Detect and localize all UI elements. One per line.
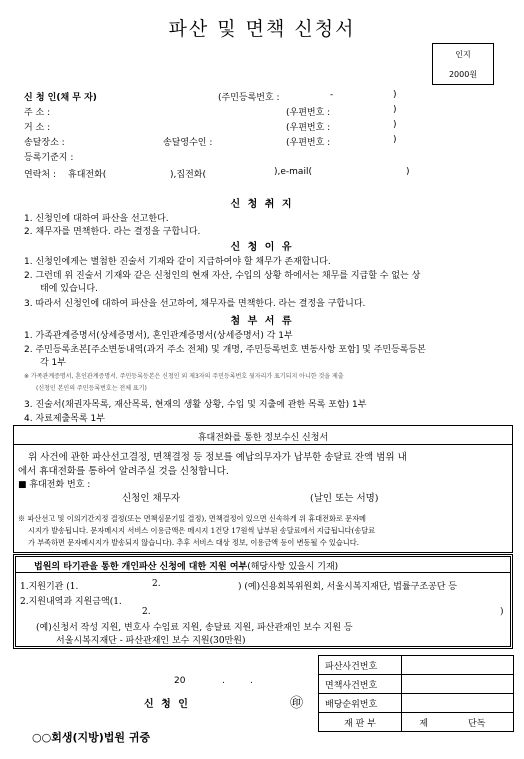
attachments-note-1: ※ 가족관계증명서, 혼인관계증명서, 주민등록등본은 신청인 외 제3자의 주민등록번호 뒷자리가 표기되지 아니한 것을 제출: [24, 373, 344, 380]
mobile-notice-line-2: 에서 휴대전화를 통하여 알려주실 것을 신청합니다.: [18, 466, 229, 477]
reasons-item-2-cont: 태에 있습니다.: [40, 284, 98, 294]
document-title: 파산 및 면책 신청서: [168, 18, 356, 40]
mobile-notice-note-2: 시지가 발송됩니다. 문자메시지 서비스 이용금액은 메시지 1건당 17원씩 납부된 송달료에서 지급됩니다(송달료: [28, 526, 376, 535]
seal-icon: ㊞: [290, 696, 304, 711]
delivery-recipient-label: 송달영수인 :: [163, 138, 213, 148]
court-addressee: ○○회생(지방)법원 귀중: [32, 731, 151, 744]
attachments-note-2: (신청인 본인의 주민등록번호는 전체 표기): [36, 385, 147, 392]
idnum-label: (주민등록번호 :: [218, 93, 280, 103]
contact-close: ): [406, 167, 410, 177]
footer-applicant-label: 신 청 인: [144, 699, 190, 710]
home-phone-label: ),집전화(: [170, 170, 206, 180]
table-row: [319, 656, 514, 675]
support-divider: [16, 572, 510, 573]
attachments-item-4: 4. 자료제출목록 1부: [24, 414, 105, 424]
mobile-notice-title: 휴대전화를 통한 정보수신 신청서: [197, 433, 329, 443]
residence-postal-label: (우편번호 :: [286, 123, 331, 133]
case-number-table: [318, 655, 514, 732]
case-row-label: 배당순위번호: [319, 694, 402, 713]
panel-blank: [434, 713, 462, 732]
idnum-close: ): [393, 90, 397, 100]
delivery-postal-label: (우편번호 :: [286, 138, 331, 148]
reasons-item-3: 3. 따라서 신청인에 대하여 파산을 선고하여, 채무자를 면책한다. 라는 결정을 구합니다.: [24, 299, 366, 309]
reasons-heading: 신 청 이 유: [230, 242, 294, 253]
delivery-postal-close: ): [393, 135, 397, 145]
address-label: 주 소 :: [24, 108, 51, 118]
case-row-value: [402, 675, 514, 694]
case-row-label: 파산사건번호: [319, 656, 402, 675]
panel-label: 재 판 부: [319, 713, 402, 732]
support-line-2b: 2.: [142, 607, 151, 617]
mobile-notice-note-1: ※ 파산선고 및 이의기간지정 결정(또는 면책심문기일 결정), 면책결정이 있으면 신속하게 위 휴대전화로 문자메: [18, 514, 366, 523]
support-title-note: (해당사항 있을시 기재): [247, 562, 339, 572]
panel-prefix: 제: [402, 713, 435, 732]
mobile-notice-line-1: 위 사건에 관한 파산선고결정, 면책결정 등 정보를 예납의무자가 납부한 송달료 잔액 범위 내: [28, 452, 407, 463]
attachments-item-3: 3. 진술서(채권자목록, 재산목록, 현재의 생활 상황, 수입 및 지출에 관한 목록 포함) 1부: [24, 400, 367, 410]
support-title: [34, 559, 338, 572]
mobile-notice-box: [13, 425, 513, 553]
mobile-number-label: ■ 휴대전화 번호 :: [18, 480, 91, 490]
date-dot-2: .: [250, 676, 253, 686]
mobile-notice-seal: (날인 또는 서명): [310, 493, 379, 504]
mobile-notice-note-3: 가 부족하면 문자메시지가 발송되지 않습니다). 추후 서비스 대상 정보, 이용금액 등이 변동될 수 있습니다.: [28, 538, 359, 547]
attachments-item-2-cont: 각 1부: [40, 358, 66, 368]
support-line-3: (예)신청서 작성 지원, 변호사 수임료 지원, 송달료 지원, 파산관재인 보수 지원 등: [36, 623, 353, 633]
contact-label: 연락처 :: [24, 170, 56, 180]
support-line-1b: 2.: [152, 579, 161, 589]
case-row-value: [402, 656, 514, 675]
registered-domicile-label: 등록기준지 :: [24, 153, 74, 163]
idnum-dash: -: [330, 90, 334, 100]
support-box: [13, 554, 513, 649]
table-row: [319, 713, 514, 732]
date-year: 20: [174, 676, 186, 686]
table-row: [319, 694, 514, 713]
residence-postal-close: ): [393, 120, 397, 130]
panel-suffix: 단독: [462, 713, 514, 732]
support-line-4: 서울시복지재단 - 파산관재인 보수 지원(30만원): [56, 636, 246, 646]
reasons-item-2: 2. 그런데 위 진술서 기재와 같은 신청인의 현재 자산, 수입의 상황 하에서는 채무를 지급할 수 없는 상: [24, 271, 421, 281]
email-label: ),e-mail(: [274, 167, 312, 177]
support-line-1a: 1.지원기관 (1.: [20, 582, 79, 592]
case-row-value: [402, 694, 514, 713]
purpose-item-2: 2. 채무자를 면책한다. 라는 결정을 구합니다.: [24, 227, 201, 237]
mobile-notice-divider: [14, 444, 512, 445]
mobile-label: 휴대전화(: [68, 170, 107, 180]
purpose-item-1: 1. 신청인에 대하여 파산을 선고한다.: [24, 214, 169, 224]
attachments-heading: 첨 부 서 류: [230, 316, 294, 327]
residence-label: 거 소 :: [24, 123, 51, 133]
reasons-item-1: 1. 신청인에게는 별첨한 진술서 기재와 같이 지급하여야 할 채무가 존재합니다.: [24, 257, 331, 267]
stamp-label: 인지: [455, 50, 471, 59]
purpose-heading: 신 청 취 지: [230, 199, 294, 210]
table-row: [319, 675, 514, 694]
support-line-1c: ) (예)신용회복위원회, 서울시복지재단, 법률구조공단 등: [238, 582, 457, 592]
case-row-label: 면책사건번호: [319, 675, 402, 694]
revenue-stamp-box: [432, 43, 494, 85]
mobile-notice-signer: 신청인 채무자: [122, 493, 181, 504]
support-line-2a: 2.지원내역과 지원금액(1.: [20, 597, 122, 607]
attachments-item-2: 2. 주민등록초본[주소변동내역(과거 주소 전체) 및 개명, 주민등록번호 변동사항 포함] 및 주민등록등본: [24, 345, 426, 355]
date-dot-1: .: [222, 676, 225, 686]
support-title-main: 법원의 타기관을 통한 개인파산 신청에 대한 지원 여부: [34, 562, 248, 572]
address-postal-label: (우편번호 :: [286, 108, 331, 118]
applicant-label: 신 청 인(채 무 자): [24, 93, 97, 103]
support-line-2c: ): [500, 607, 504, 617]
address-postal-close: ): [393, 105, 397, 115]
attachments-item-1: 1. 가족관계증명서(상세증명서), 혼인관계증명서(상세증명서) 각 1부: [24, 331, 293, 341]
stamp-amount: 2000원: [448, 70, 478, 79]
delivery-place-label: 송달장소 :: [24, 138, 65, 148]
